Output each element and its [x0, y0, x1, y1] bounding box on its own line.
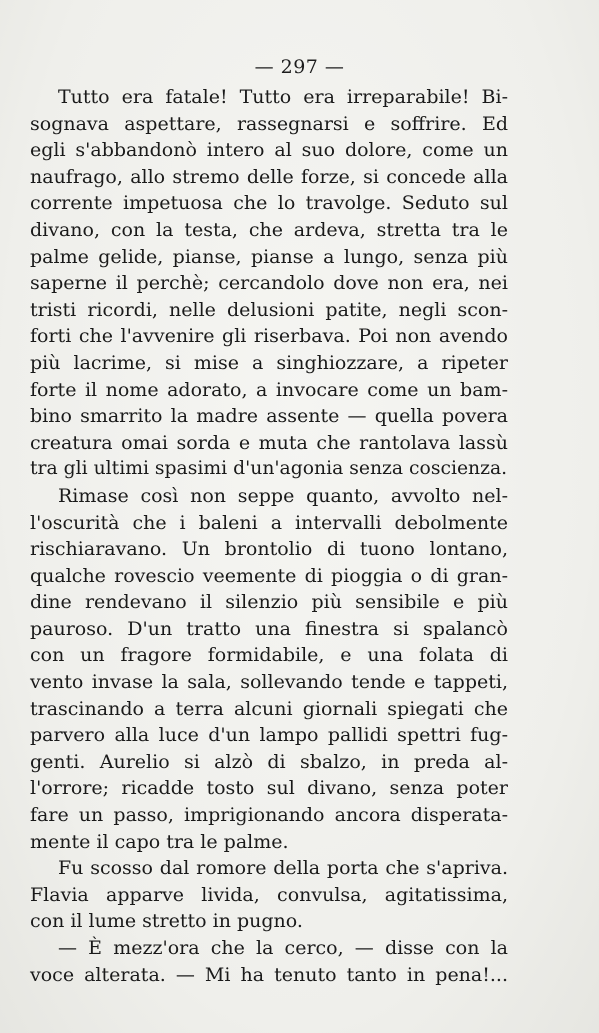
- text-line: qualche rovescio veemente di pioggia o di gran-: [30, 564, 508, 587]
- text-line: Rimase così non seppe quanto, avvolto nel-: [58, 484, 508, 507]
- text-line: tra gli ultimi spasimi d'un'agonia senza coscienza.: [30, 458, 508, 480]
- text-line: forti che l'avvenire gli riserbava. Poi non avendo: [30, 325, 508, 348]
- text-line: parvero alla luce d'un lampo pallidi spettri fug-: [30, 724, 508, 747]
- body-text: [30, 84, 508, 988]
- text-line: — È mezz'ora che la cerco, — disse con la: [58, 937, 508, 959]
- text-line: fare un passo, imprigionando ancora disperata-: [30, 804, 508, 827]
- text-line: trascinando a terra alcuni giornali spiegati che: [30, 697, 508, 720]
- text-line: Fu scosso dal romore della porta che s'apriva.: [58, 857, 508, 880]
- text-line: creatura omai sorda e muta che rantolava lassù: [30, 431, 508, 454]
- text-line: pauroso. D'un tratto una finestra si spalancò: [30, 617, 508, 640]
- text-line: egli s'abbandonò intero al suo dolore, come un: [30, 139, 508, 162]
- text-line: palme gelide, pianse, pianse a lungo, senza più: [30, 245, 508, 268]
- text-line: saperne il perchè; cercandolo dove non era, nei: [30, 272, 508, 295]
- text-line: forte il nome adorato, a invocare come un bam-: [30, 378, 508, 401]
- text-line: più lacrime, si mise a singhiozzare, a ripeter: [30, 351, 508, 374]
- text-line: voce alterata. — Mi ha tenuto tanto in pena!...: [30, 963, 508, 986]
- text-line: dine rendevano il silenzio più sensibile e più: [30, 591, 508, 614]
- text-line: genti. Aurelio si alzò di sbalzo, in preda al-: [30, 750, 508, 773]
- text-line: divano, con la testa, che ardeva, stretta tra le: [30, 218, 508, 241]
- text-line: tristi ricordi, nelle delusioni patite, negli scon-: [30, 298, 508, 321]
- text-line: con il lume stretto in pugno.: [30, 910, 303, 933]
- text-line: corrente impetuosa che lo travolge. Seduto sul: [30, 192, 508, 215]
- text-line: vento invase la sala, sollevando tende e tappeti,: [30, 671, 508, 694]
- page-number: — 297 —: [254, 56, 345, 78]
- text-line: sognava aspettare, rassegnarsi e soffrire. Ed: [30, 112, 508, 135]
- text-line: l'oscurità che i baleni a intervalli debolmente: [30, 511, 508, 534]
- text-line: naufrago, allo stremo delle forze, si concede alla: [30, 165, 508, 188]
- text-line: rischiaravano. Un brontolio di tuono lontano,: [30, 538, 508, 561]
- text-line: l'orrore; ricadde tosto sul divano, senza poter: [30, 777, 508, 800]
- text-line: bino smarrito la madre assente — quella povera: [30, 405, 508, 428]
- text-line: Tutto era fatale! Tutto era irreparabile! Bi-: [58, 86, 508, 108]
- text-line: Flavia apparve livida, convulsa, agitatissima,: [30, 883, 508, 906]
- text-line: mente il capo tra le palme.: [30, 830, 289, 853]
- text-line: con un fragore formidabile, e una folata di: [30, 644, 508, 667]
